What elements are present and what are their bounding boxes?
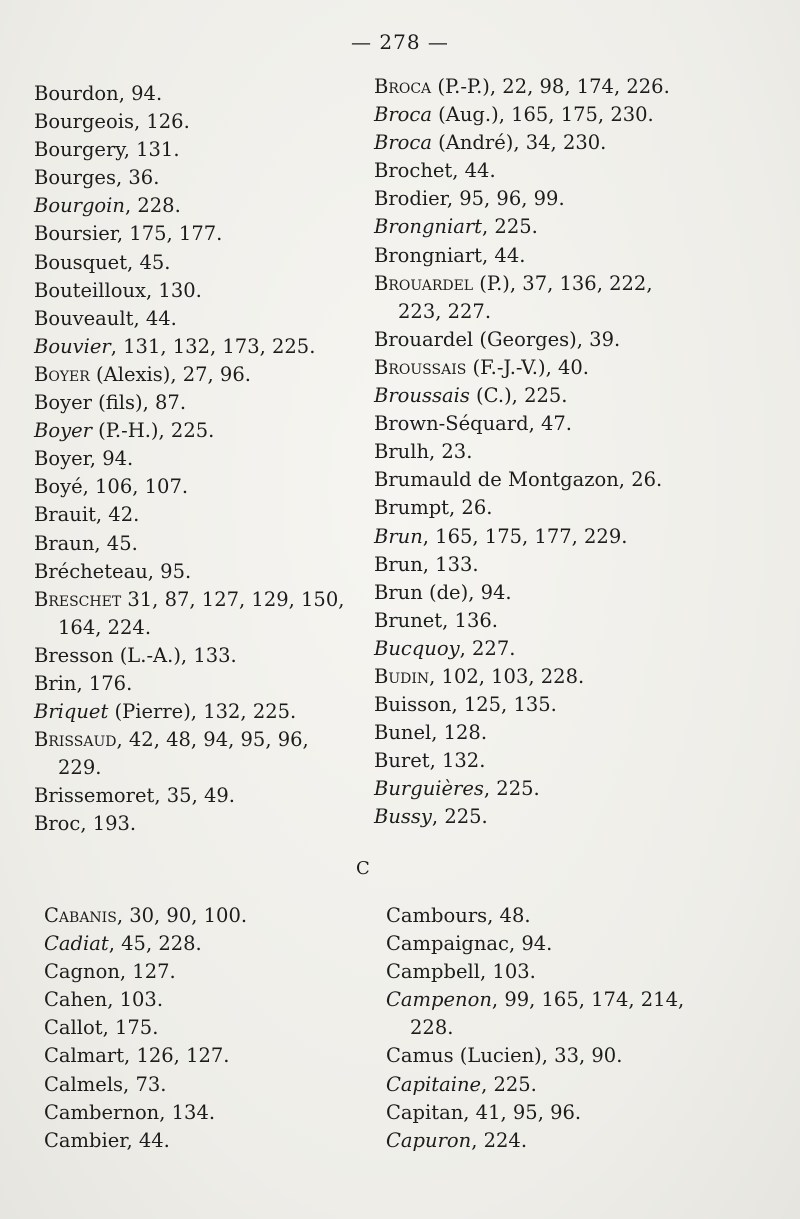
entry-name: Brun xyxy=(374,524,423,548)
index-entry: Cambernon, 134. xyxy=(44,1100,216,1124)
index-entry xyxy=(386,1071,684,1099)
entry-name: Cadiat xyxy=(44,932,109,956)
index-entry: Calmels, 73. xyxy=(44,1072,167,1096)
entry-pages: , 225. xyxy=(431,805,488,829)
index-entry xyxy=(44,902,247,930)
index-entry: Boursier, 175, 177. xyxy=(34,222,223,246)
entry-pages: , 45, 228. xyxy=(108,932,202,956)
index-entry xyxy=(374,382,670,410)
entry-pages: (Pierre), 132, 225. xyxy=(108,700,297,724)
index-entry xyxy=(374,775,670,803)
index-entry: Boyé, 106, 107. xyxy=(34,475,189,499)
entry-name: Cabanis xyxy=(44,904,117,927)
entry-pages: (C.), 225. xyxy=(469,384,568,408)
index-entry: Buisson, 125, 135. xyxy=(374,693,557,717)
entry-name: Brouardel xyxy=(374,271,474,295)
entry-pages: (P.-P.), 22, 98, 174, 226. xyxy=(431,75,670,98)
index-entry xyxy=(374,213,670,241)
index-entry: 223, 227. xyxy=(398,299,492,323)
index-entry: Brunet, 136. xyxy=(374,608,498,632)
index-entry: Brochet, 44. xyxy=(374,159,496,183)
index-entry: Bourgeois, 126. xyxy=(34,110,190,134)
index-entry xyxy=(386,986,684,1014)
index-entry: Boyer (fils), 87. xyxy=(34,391,187,415)
index-entry: Buret, 132. xyxy=(374,749,486,773)
entry-pages: , 228. xyxy=(124,194,181,218)
entry-name: Budin xyxy=(374,664,430,688)
index-entry: Brun, 133. xyxy=(374,552,479,576)
entry-pages: , 42, 48, 94, 95, 96, xyxy=(116,728,309,752)
entry-pages: , 224. xyxy=(471,1128,528,1152)
entry-pages: , 225. xyxy=(483,777,540,801)
entry-pages: , 225. xyxy=(481,1072,537,1096)
index-entry: Brumauld de Montgazon, 26. xyxy=(374,468,663,492)
entry-pages: (P.-H.), 225. xyxy=(91,419,215,443)
index-entry: Capitan, 41, 95, 96. xyxy=(386,1100,582,1124)
entry-name: Campenon xyxy=(386,988,492,1012)
index-entry: Cagnon, 127. xyxy=(44,960,176,984)
entry-pages: , 99, 165, 174, 214, xyxy=(491,988,685,1012)
index-entry xyxy=(34,698,344,726)
entry-name: Boyer xyxy=(34,362,90,386)
index-entry: Callot, 175. xyxy=(44,1016,159,1040)
index-entry: Brun (de), 94. xyxy=(374,580,512,604)
index-entry xyxy=(374,523,670,551)
index-entry xyxy=(374,129,670,157)
index-entry: Braun, 45. xyxy=(34,531,138,555)
entry-pages: (Alexis), 27, 96. xyxy=(89,362,251,386)
entry-pages: , 227. xyxy=(459,636,516,660)
index-entry: 164, 224. xyxy=(58,615,152,639)
index-entry: Bunel, 128. xyxy=(374,721,488,745)
index-column-2 xyxy=(374,73,670,832)
index-entry xyxy=(34,192,344,220)
entry-name: Boyer xyxy=(34,419,92,443)
index-entry xyxy=(34,726,344,754)
index-entry: Bousquet, 45. xyxy=(34,250,171,274)
page-number: — 278 — xyxy=(351,30,449,54)
index-entry: Cambours, 48. xyxy=(386,904,531,927)
index-entry: Brumpt, 26. xyxy=(374,496,493,520)
index-column-1 xyxy=(34,80,344,839)
entry-pages: , 225. xyxy=(482,215,538,239)
entry-name: Burguières xyxy=(374,777,484,801)
entry-name: Broussais xyxy=(374,384,470,408)
index-entry: 228. xyxy=(410,1016,454,1040)
entry-name: Broca xyxy=(374,75,432,98)
index-entry xyxy=(44,930,247,958)
index-entry: Bouteilloux, 130. xyxy=(34,278,202,302)
entry-name: Breschet xyxy=(34,587,122,611)
index-entry: Brongniart, 44. xyxy=(374,243,526,267)
entry-name: Briquet xyxy=(34,700,109,724)
index-entry xyxy=(374,635,670,663)
index-entry: Brin, 176. xyxy=(34,671,133,695)
index-entry xyxy=(374,73,670,101)
index-entry: Cahen, 103. xyxy=(44,988,164,1012)
index-entry: Brissemoret, 35, 49. xyxy=(34,784,235,808)
index-entry xyxy=(386,1127,684,1155)
entry-name: Bucquoy xyxy=(374,636,460,660)
entry-pages: , 165, 175, 177, 229. xyxy=(422,524,628,548)
entry-pages: (André), 34, 230. xyxy=(431,131,607,155)
entry-name: Capitaine xyxy=(386,1072,482,1096)
index-entry xyxy=(34,586,344,614)
index-entry: Brauit, 42. xyxy=(34,503,140,527)
index-entry: Camus (Lucien), 33, 90. xyxy=(386,1044,623,1068)
entry-pages: , 131, 132, 173, 225. xyxy=(110,334,316,358)
index-entry: Bourdon, 94. xyxy=(34,82,163,105)
entry-name: Brongniart xyxy=(374,215,483,239)
index-entry: Brulh, 23. xyxy=(374,440,473,464)
index-entry: Calmart, 126, 127. xyxy=(44,1044,230,1068)
index-entry: Brécheteau, 95. xyxy=(34,559,192,583)
entry-name: Bouvier xyxy=(34,334,111,358)
index-entry xyxy=(34,361,344,389)
entry-name: Broca xyxy=(374,103,432,127)
index-entry xyxy=(374,101,670,129)
index-entry xyxy=(374,803,670,831)
entry-pages: (F.-J.-V.), 40. xyxy=(466,355,589,379)
index-column-3 xyxy=(44,902,247,1155)
index-entry: Bourges, 36. xyxy=(34,166,160,190)
index-entry xyxy=(34,333,344,361)
entry-pages: , 102, 103, 228. xyxy=(429,664,585,688)
entry-name: Broussais xyxy=(374,355,467,379)
index-entry: Brodier, 95, 96, 99. xyxy=(374,187,565,211)
index-entry: Broc, 193. xyxy=(34,812,137,836)
entry-pages: , 30, 90, 100. xyxy=(116,904,248,927)
entry-name: Brissaud xyxy=(34,728,117,752)
entry-pages: 31, 87, 127, 129, 150, xyxy=(121,587,345,611)
index-entry: 229. xyxy=(58,756,102,780)
entry-pages: (Aug.), 165, 175, 230. xyxy=(431,103,654,127)
index-entry: Brown-Séquard, 47. xyxy=(374,412,573,436)
index-entry xyxy=(374,354,670,382)
index-entry: Brouardel (Georges), 39. xyxy=(374,327,621,351)
index-column-4 xyxy=(386,902,684,1155)
index-entry: Bresson (L.-A.), 133. xyxy=(34,643,237,667)
section-letter: C xyxy=(356,858,370,879)
index-entry: Bourgery, 131. xyxy=(34,138,180,162)
index-entry: Bouveault, 44. xyxy=(34,306,177,330)
entry-name: Bussy xyxy=(374,805,432,829)
entry-name: Bourgoin xyxy=(34,194,125,218)
index-entry xyxy=(34,417,344,445)
index-entry xyxy=(374,270,670,298)
entry-name: Broca xyxy=(374,131,432,155)
index-entry: Campaignac, 94. xyxy=(386,932,553,956)
entry-pages: (P.), 37, 136, 222, xyxy=(473,271,653,295)
index-entry xyxy=(374,663,670,691)
index-entry: Cambier, 44. xyxy=(44,1128,170,1152)
entry-name: Capuron xyxy=(386,1128,472,1152)
index-entry: Boyer, 94. xyxy=(34,447,134,471)
index-entry: Campbell, 103. xyxy=(386,960,536,984)
